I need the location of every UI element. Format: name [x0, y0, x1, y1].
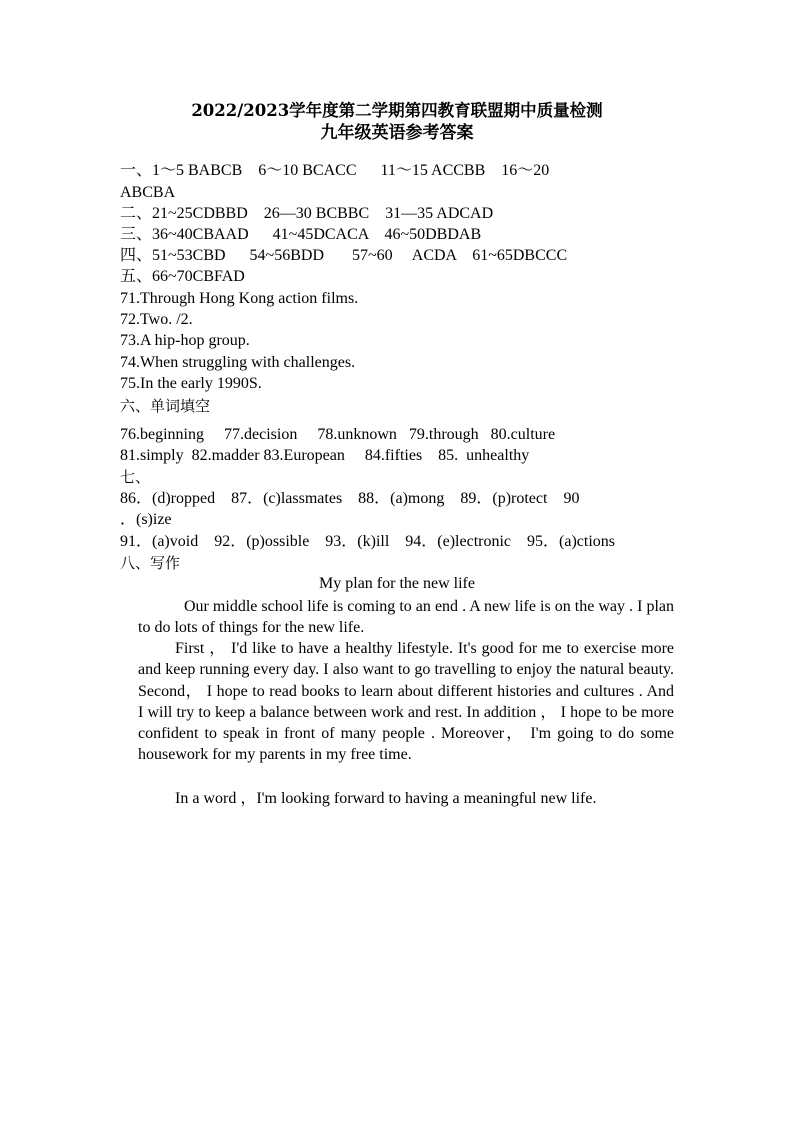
- essay-paragraph-2: First ， I'd like to have a healthy lifestyle. It's good for me to exercise more and keep running every day. I also want to go travelling to enjoy the natural beauty. Second， I hope to read books to learn about different histories and cultures . And I will try to keep a balance between work and rest. In addition ， I hope to be more confident to speak in front of many people . Moreover， I'm going to do some housework for my parents in my free time.: [138, 640, 674, 764]
- answer-74: 74.When struggling with challenges.: [120, 354, 356, 371]
- section-8-heading: 八、写作: [120, 554, 181, 572]
- essay-title: My plan for the new life: [319, 575, 475, 592]
- section-7-answers-line-2: ．(s)ize: [120, 511, 172, 528]
- answer-71: 71.Through Hong Kong action films.: [120, 290, 359, 307]
- section-5-answers: 五、66~70CBFAD: [120, 268, 245, 285]
- section-6-answers-line-1: 76.beginning 77.decision 78.unknown 79.through 80.culture: [120, 426, 556, 443]
- section-7-heading: 七、: [120, 468, 151, 486]
- section-6-heading: 六、单词填空: [120, 397, 211, 415]
- section-2-answers: 二、21~25CDBBD 26—30 BCBBC 31—35 ADCAD: [120, 205, 494, 222]
- section-1-answers-line-1: 一、1～5 BABCB 6～10 BCACC 11～15 ACCBB 16～20: [120, 162, 550, 179]
- essay-paragraph-3: In a word ，I'm looking forward to having a meaningful new life.: [175, 790, 597, 807]
- section-4-answers: 四、51~53CBD 54~56BDD 57~60 ACDA 61~65DBCCC: [120, 247, 568, 264]
- document-subtitle: 九年级英语参考答案: [320, 123, 474, 143]
- answer-73: 73.A hip-hop group.: [120, 332, 250, 349]
- answer-72: 72.Two. /2.: [120, 311, 193, 328]
- section-7-answers-line-3: 91．(a)void 92．(p)ossible 93．(k)ill 94．(e)lectronic 95．(a)ctions: [120, 533, 616, 550]
- essay-paragraph-1: Our middle school life is coming to an end . A new life is on the way . I plan to do lots of things for the new life.: [138, 598, 674, 637]
- section-1-answers-line-2: ABCBA: [120, 184, 176, 201]
- section-3-answers: 三、36~40CBAAD 41~45DCACA 46~50DBDAB: [120, 226, 482, 243]
- section-7-answers-line-1: 86．(d)ropped 87．(c)lassmates 88．(a)mong 89．(p)rotect 90: [120, 490, 580, 507]
- document-title: 2022/2023学年度第二学期第四教育联盟期中质量检测: [191, 101, 603, 120]
- section-6-answers-line-2: 81.simply 82.madder 83.European 84.fifties 85. unhealthy: [120, 447, 530, 464]
- answer-75: 75.In the early 1990S.: [120, 375, 262, 392]
